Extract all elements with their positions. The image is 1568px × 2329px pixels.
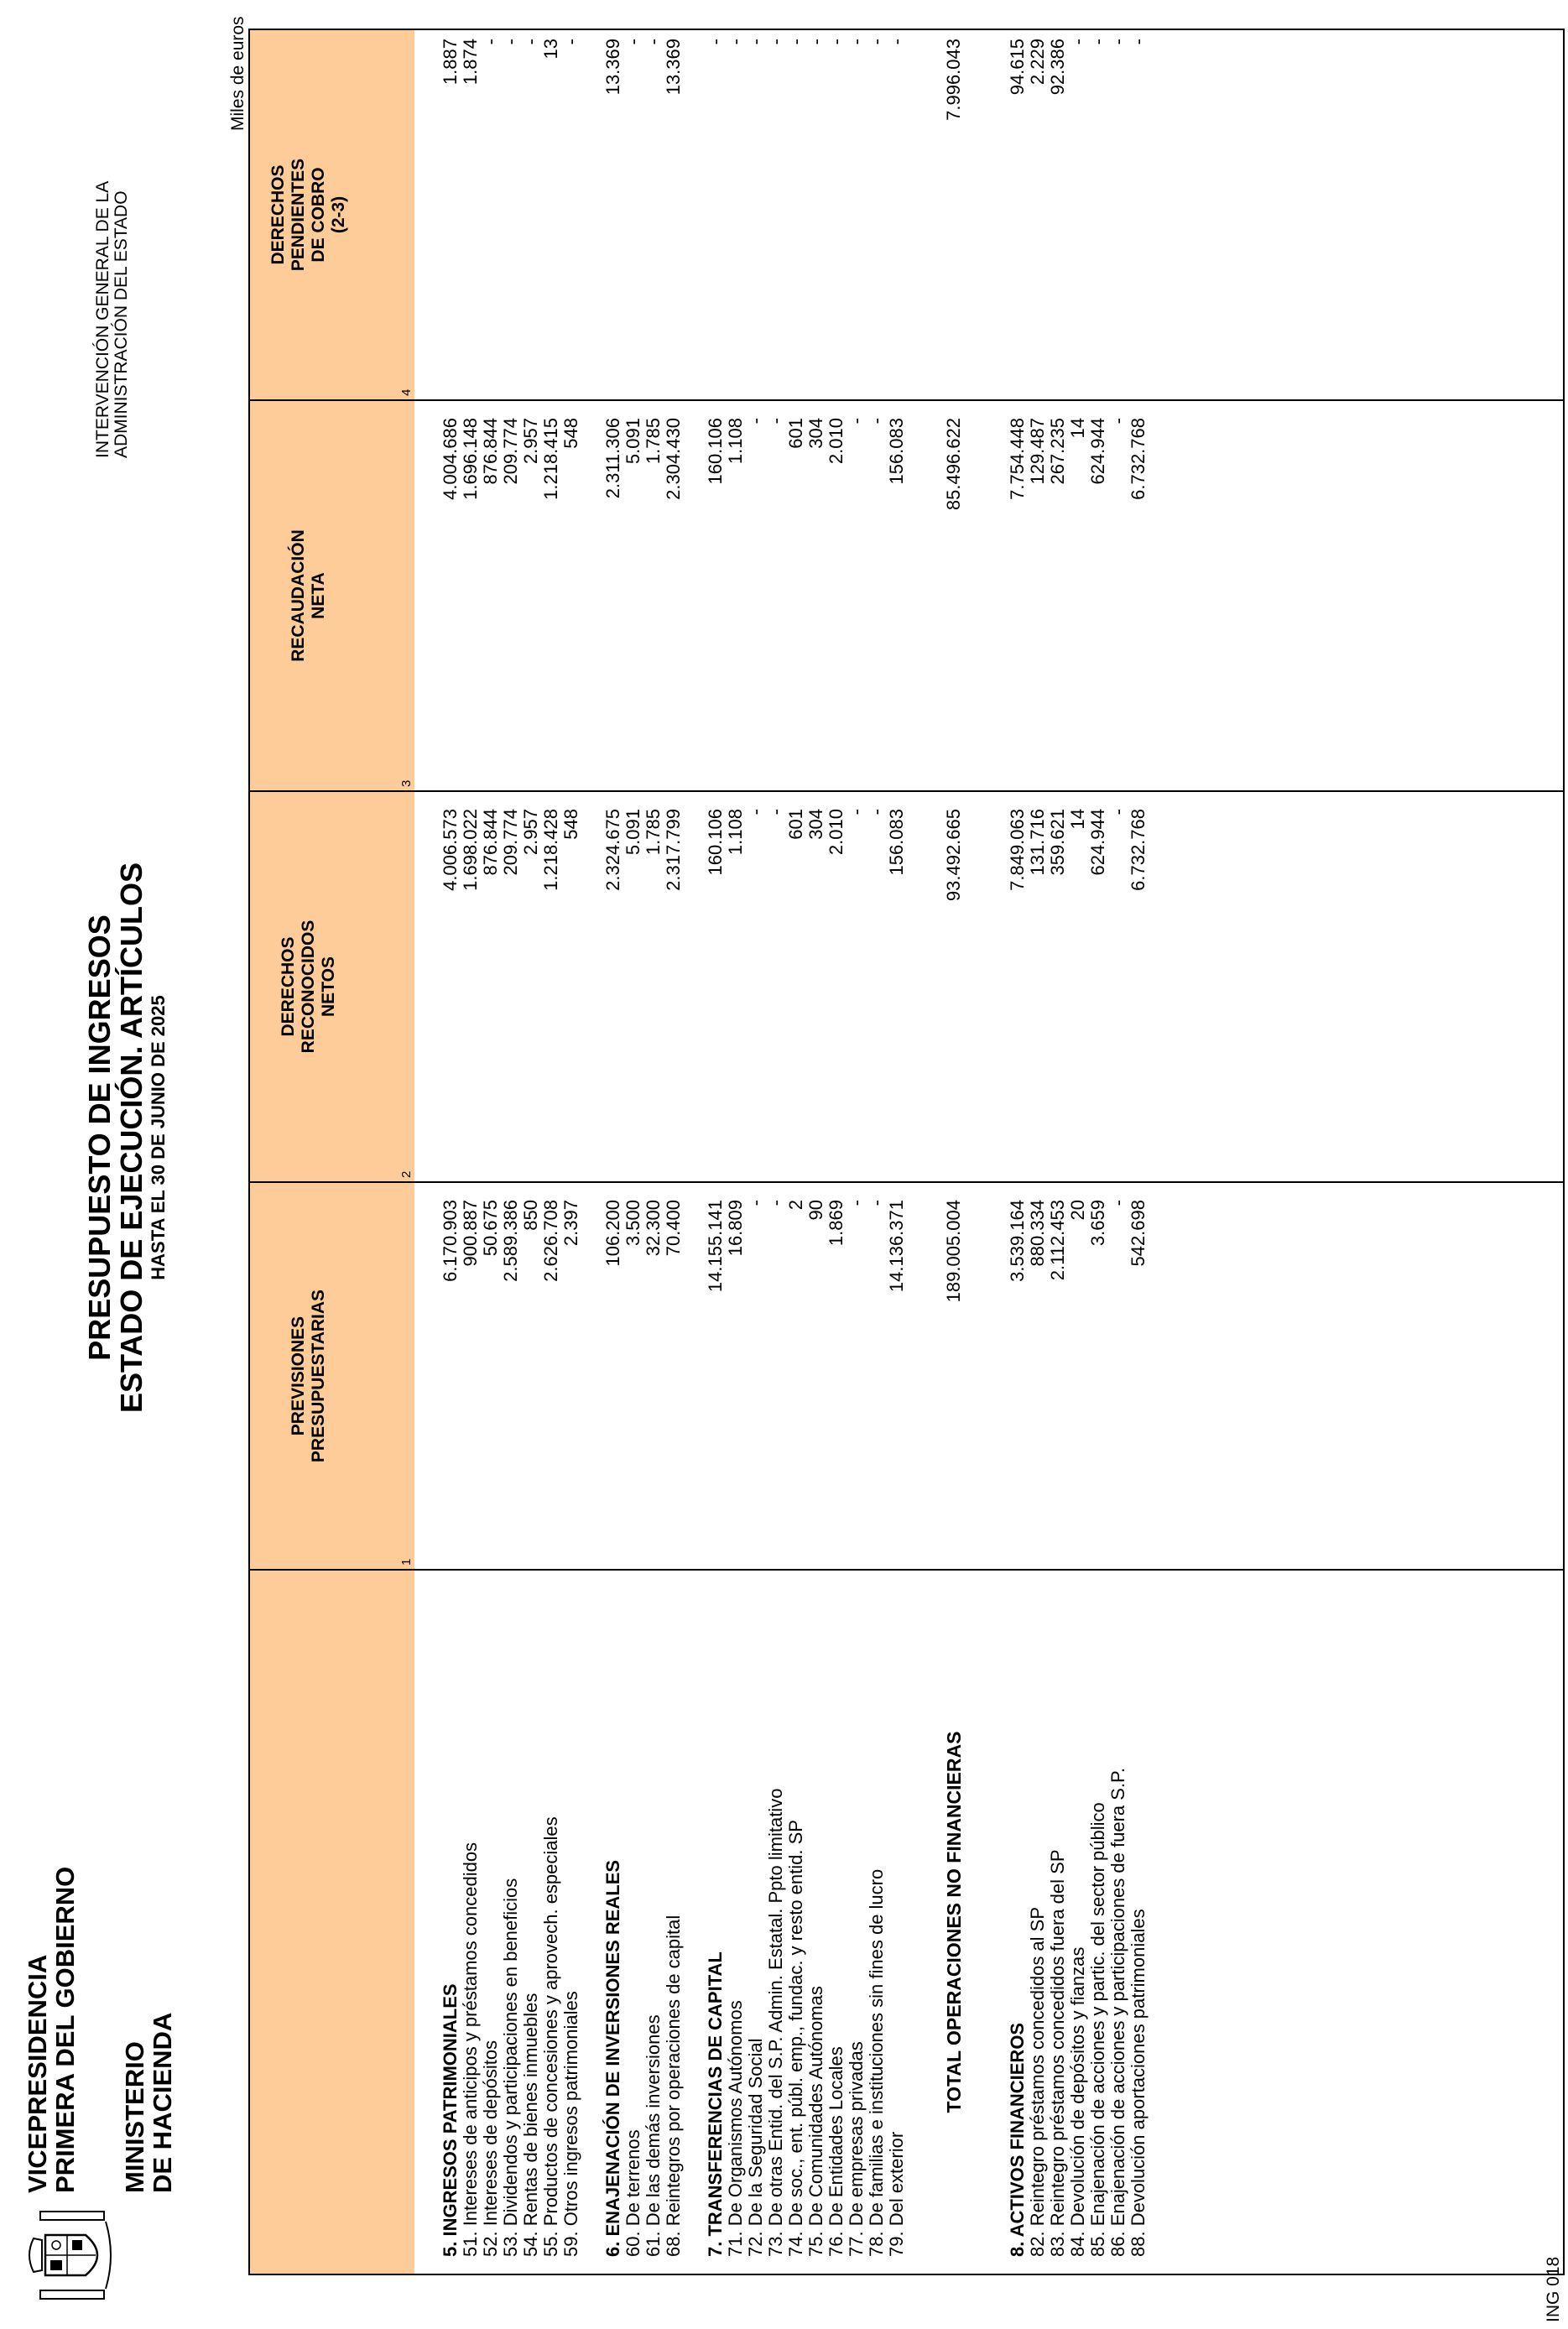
right-header-line-2: ADMINISTRACIÓN DEL ESTADO	[112, 190, 131, 458]
table-cell: 1.785	[643, 418, 664, 465]
table-cell: 5.091	[623, 418, 643, 465]
coat-of-arms-icon	[25, 2205, 117, 2306]
table-cell: 548	[560, 418, 581, 449]
table-cell: 7.754.448	[1007, 418, 1028, 500]
table-cell: 2.957	[520, 418, 541, 465]
table-cell: 20	[1067, 1200, 1088, 1221]
table-cell: 601	[785, 809, 806, 840]
column-header-2: DERECHOS RECONOCIDOS NETOS	[279, 920, 338, 1054]
right-header-line-1: INTERVENCIÓN GENERAL DE LA	[93, 180, 112, 458]
table-cell: 209.774	[500, 418, 521, 485]
table-cell: 2.304.430	[663, 418, 684, 500]
table-cell: -	[500, 39, 521, 45]
table-cell: 7.996.043	[943, 39, 964, 121]
title-line-1: PRESUPUESTO DE INGRESOS	[82, 914, 117, 1361]
table-cell: 14	[1067, 418, 1088, 439]
table-cell: 2.010	[826, 418, 847, 465]
org-line-2: PRIMERA DEL GOBIERNO	[50, 1866, 80, 2193]
table-cell: 70.400	[663, 1200, 684, 1257]
column-header-4: DERECHOS PENDIENTES DE COBRO (2-3)	[268, 158, 348, 272]
table-cell: 2.589.386	[500, 1200, 521, 1282]
table-cell: 304	[805, 809, 826, 840]
table-row-label: 86. Enajenación de acciones y participaciones de fuera S.P.	[1107, 1768, 1128, 2257]
table-cell: -	[520, 39, 541, 45]
table-cell: 876.844	[480, 418, 501, 485]
table-cell: 14	[1067, 809, 1088, 830]
table-cell: 3.659	[1087, 1200, 1108, 1247]
column-number-1: 1	[399, 1558, 414, 1566]
units-label: Miles de euros	[228, 16, 247, 131]
table-cell: -	[745, 809, 766, 815]
table-cell: 4.006.573	[440, 809, 461, 891]
table-cell: 131.716	[1027, 809, 1048, 876]
table-cell: -	[745, 1200, 766, 1206]
table-cell: 209.774	[500, 809, 521, 876]
table-row-label: 5. INGRESOS PATRIMONIALES	[440, 1983, 461, 2257]
table-cell: 13.369	[602, 39, 623, 96]
table-cell: -	[745, 418, 766, 425]
table-cell: -	[866, 809, 887, 815]
table-row-label: 8. ACTIVOS FINANCIEROS	[1007, 2022, 1028, 2257]
table-cell: 1.696.148	[460, 418, 481, 500]
table-cell: -	[1107, 809, 1128, 815]
table-cell: -	[826, 39, 847, 45]
table-row-label: 61. De las demás inversiones	[643, 2014, 664, 2257]
table-cell: -	[886, 39, 907, 45]
table-cell: -	[1107, 39, 1128, 45]
table-cell: 1.887	[440, 39, 461, 86]
table-cell: -	[1128, 39, 1149, 45]
table-cell: 876.844	[480, 809, 501, 876]
table-row-label: 7. TRANSFERENCIAS DE CAPITAL	[705, 1951, 726, 2257]
table-row-label: 72. De la Seguridad Social	[745, 2038, 766, 2257]
table-cell: 2.112.453	[1047, 1200, 1068, 1281]
table-cell: 1.869	[826, 1200, 847, 1247]
table-row-label: 75. De Comunidades Autónomas	[805, 1986, 826, 2257]
table-cell: -	[705, 39, 726, 45]
table-cell: 189.005.004	[943, 1200, 964, 1303]
table-cell: 1.108	[725, 418, 746, 465]
table-cell: 6.732.768	[1128, 809, 1149, 891]
table-cell: 304	[805, 418, 826, 449]
table-cell: -	[765, 1200, 786, 1206]
table-cell: 7.849.063	[1007, 809, 1028, 891]
table-cell: 94.615	[1007, 39, 1028, 96]
table-cell: 13.369	[663, 39, 684, 96]
table-row-label: 79. Del exterior	[886, 2131, 907, 2257]
table-row-label: 6. ENAJENACIÓN DE INVERSIONES REALES	[602, 1859, 623, 2257]
ministry-line-1: MINISTERIO	[120, 2041, 149, 2193]
table-cell: 14.155.141	[705, 1200, 726, 1293]
table-row-label: 59. Otros ingresos patrimoniales	[560, 1991, 581, 2257]
table-cell: 601	[785, 418, 806, 449]
table-cell: 2.010	[826, 809, 847, 856]
table-cell: 92.386	[1047, 39, 1068, 96]
table-cell: -	[643, 39, 664, 45]
table-row-label: 82. Reintegro préstamos concedidos al SP	[1027, 1906, 1048, 2257]
table-row-label: 68. Reintegros por operaciones de capital	[663, 1915, 684, 2257]
table-row-label: 76. De Entidades Locales	[826, 2046, 847, 2257]
table-cell: 160.106	[705, 809, 726, 876]
table-cell: -	[846, 1200, 867, 1206]
table-cell: 85.496.622	[943, 418, 964, 511]
table-cell: 2.324.675	[602, 809, 623, 891]
table-row-label: 54. Rentas de bienes inmuebles	[520, 1993, 541, 2257]
table-cell: 542.698	[1128, 1200, 1149, 1267]
table-cell: 1.785	[643, 809, 664, 856]
table-row-label: 55. Productos de concesiones y aprovech. especiales	[540, 1816, 561, 2257]
table-row-label: 83. Reintegro préstamos concedidos fuera del SP	[1047, 1849, 1068, 2257]
table-cell: 156.083	[886, 809, 907, 876]
table-cell: 850	[520, 1200, 541, 1231]
table-cell: 5.091	[623, 809, 643, 856]
table-cell: -	[765, 39, 786, 45]
ministry-line-2: DE HACIENDA	[148, 2012, 177, 2193]
table-cell: 2.317.799	[663, 809, 684, 891]
title-line-3: HASTA EL 30 DE JUNIO DE 2025	[148, 995, 169, 1280]
table-row-label: 74. De soc., ent. públ. emp., fundac. y resto entid. SP	[785, 1820, 806, 2257]
table-cell: -	[623, 39, 643, 45]
table-cell: 2	[785, 1200, 806, 1211]
table-cell: -	[866, 1200, 887, 1206]
table-cell: 156.083	[886, 418, 907, 485]
table-row-label: 52. Intereses de depósitos	[480, 2040, 501, 2257]
table-cell: 359.621	[1047, 809, 1068, 876]
column-header-3: RECAUDACIÓN NETA	[289, 529, 328, 662]
table-cell: -	[866, 39, 887, 45]
column-number-2: 2	[399, 1170, 414, 1178]
table-cell: -	[846, 809, 867, 815]
table-cell: -	[745, 39, 766, 45]
table-cell: -	[1067, 39, 1088, 45]
table-row-label: 60. De terrenos	[623, 2129, 643, 2257]
table-row-label: 84. Devolución de depósitos y fianzas	[1067, 1946, 1088, 2257]
table-cell: 1.108	[725, 809, 746, 856]
table-cell: 3.500	[623, 1200, 643, 1247]
table-cell: 32.300	[643, 1200, 664, 1257]
table-cell: 3.539.164	[1007, 1200, 1028, 1282]
table-row-label: 88. Devolución aportaciones patrimoniales	[1128, 1909, 1149, 2257]
table-cell: -	[846, 39, 867, 45]
table-cell: 6.170.903	[440, 1200, 461, 1282]
table-cell: 1.218.415	[540, 418, 561, 500]
table-cell: -	[846, 418, 867, 425]
table-cell: 6.732.768	[1128, 418, 1149, 500]
table-row-label: 77. De empresas privadas	[846, 2041, 867, 2257]
table	[248, 29, 1565, 2275]
table-cell: 880.334	[1027, 1200, 1048, 1267]
table-cell: 129.487	[1027, 418, 1048, 485]
table-cell: 14.136.371	[886, 1200, 907, 1293]
table-cell: -	[480, 39, 501, 45]
column-header-1: PREVISIONES PRESUPUESTARIAS	[289, 1289, 328, 1463]
table-row-label: 78. De familias e instituciones sin fines de lucro	[866, 1868, 887, 2257]
table-cell: 1.218.428	[540, 809, 561, 891]
table-cell: 2.957	[520, 809, 541, 856]
table-cell: 90	[805, 1200, 826, 1221]
table-cell: -	[785, 39, 806, 45]
table-cell: 2.311.306	[602, 418, 623, 499]
table-cell: -	[1107, 1200, 1128, 1206]
table-row-label: 51. Intereses de anticipos y préstamos concedidos	[460, 1842, 481, 2257]
table-cell: -	[1087, 39, 1108, 45]
table-row-label: 73. De otras Entid. del S.P. Admin. Estatal. Ppto limitativo	[765, 1788, 786, 2257]
table-cell: -	[805, 39, 826, 45]
table-row-label: TOTAL OPERACIONES NO FINANCIERAS	[943, 1731, 965, 2113]
table-cell: 900.887	[460, 1200, 481, 1267]
table-cell: 548	[560, 809, 581, 840]
table-cell: 160.106	[705, 418, 726, 485]
table-cell: 13	[540, 39, 561, 60]
table-row-label: 71. De Organismos Autónomos	[725, 2000, 746, 2257]
table-cell: 4.004.686	[440, 418, 461, 500]
table-cell: -	[765, 809, 786, 815]
form-code: ING 018	[1544, 2256, 1563, 2322]
table-cell: 1.698.022	[460, 809, 481, 891]
table-cell: -	[1107, 418, 1128, 425]
title-line-2: ESTADO DE EJECUCIÓN. ARTÍCULOS	[114, 862, 148, 1414]
table-cell: -	[725, 39, 746, 45]
table-row-label: 85. Enajenación de acciones y partic. del sector público	[1087, 1802, 1108, 2257]
table-cell: -	[765, 418, 786, 425]
table-cell: 267.235	[1047, 418, 1068, 485]
table-cell: -	[560, 39, 581, 45]
table-cell: 93.492.665	[943, 809, 964, 902]
table-cell: 624.944	[1087, 418, 1108, 485]
table-cell: 106.200	[602, 1200, 623, 1267]
column-number-4: 4	[399, 388, 414, 396]
table-cell: 2.229	[1027, 39, 1048, 86]
table-row-label: 53. Dividendos y participaciones en beneficios	[500, 1878, 521, 2257]
table-cell: 50.675	[480, 1200, 501, 1257]
table-cell: 2.397	[560, 1200, 581, 1247]
table-cell: 2.626.708	[540, 1200, 561, 1282]
table-cell: -	[866, 418, 887, 425]
column-number-3: 3	[399, 779, 414, 787]
org-line-1: VICEPRESIDENCIA	[23, 1954, 52, 2193]
table-cell: 624.944	[1087, 809, 1108, 876]
table-cell: 1.874	[460, 39, 481, 86]
table-cell: 16.809	[725, 1200, 746, 1257]
